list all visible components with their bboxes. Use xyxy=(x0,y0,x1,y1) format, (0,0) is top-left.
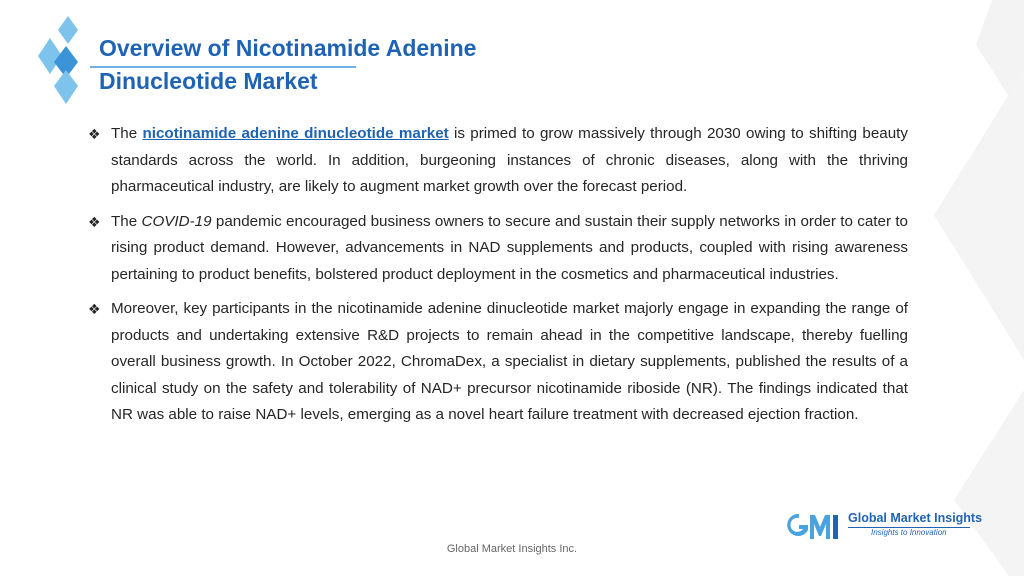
bullet-text: The xyxy=(111,125,143,142)
footer-text: Global Market Insights Inc. xyxy=(446,543,578,555)
background-chevrons xyxy=(914,0,1024,576)
bullet-list xyxy=(88,121,908,437)
bullet-text: is primed to grow massively through 2030 owing to shifting beauty standards across the world. In addition, burgeoning instances of chronic diseases, along with the thriving pharmaceutical industry, are likely to augment market growth over the forecast period. xyxy=(111,125,908,195)
gmi-letters-icon xyxy=(785,509,845,543)
bullet-item xyxy=(88,296,908,429)
covid-emphasis: COVID-19 xyxy=(141,212,212,230)
gmi-brand-name: Global Market Insights xyxy=(848,511,983,525)
diamond-bullet-icon: ❖ xyxy=(88,213,101,230)
bullet-item xyxy=(88,121,908,201)
title-underline xyxy=(90,66,356,68)
diamond-logo-icon xyxy=(38,16,84,108)
gmi-logo xyxy=(785,508,983,544)
gmi-tagline: Insights to Innovation xyxy=(871,528,947,537)
title-line-2: Dinucleotide Market xyxy=(99,68,318,94)
page-title xyxy=(99,32,476,98)
title-line-1: Overview of Nicotinamide Adenine xyxy=(99,35,477,61)
bullet-text: The xyxy=(111,212,142,230)
diamond-bullet-icon: ❖ xyxy=(88,301,101,317)
market-report-link[interactable]: nicotinamide adenine dinucleotide market xyxy=(142,125,449,142)
diamond-bullet-icon: ❖ xyxy=(88,126,101,142)
bullet-item xyxy=(88,209,908,289)
bullet-text: Moreover, key participants in the nicotinamide adenine dinucleotide market majorly engage in expanding the range of products and undertaking extensive R&D projects to remain ahead in the competitive landscape, thereby fuelling overall business growth. In October 2022, ChromaDex, a specialist in dietary supplements, published the results of a clinical study on the safety and tolerability of NAD+ precursor nicotinamide riboside (NR). The findings indicated that NR was able to raise NAD+ levels, emerging as a novel heart failure treatment with decreased ejection fraction. xyxy=(111,300,908,423)
bullet-text: pandemic encouraged business owners to secure and sustain their supply networks in order to cater to rising product demand. However, advancements in NAD supplements and products, coupled with rising awareness pertaining to product benefits, bolstered product deployment in the cosmetics and pharmaceutical industries. xyxy=(111,212,909,283)
